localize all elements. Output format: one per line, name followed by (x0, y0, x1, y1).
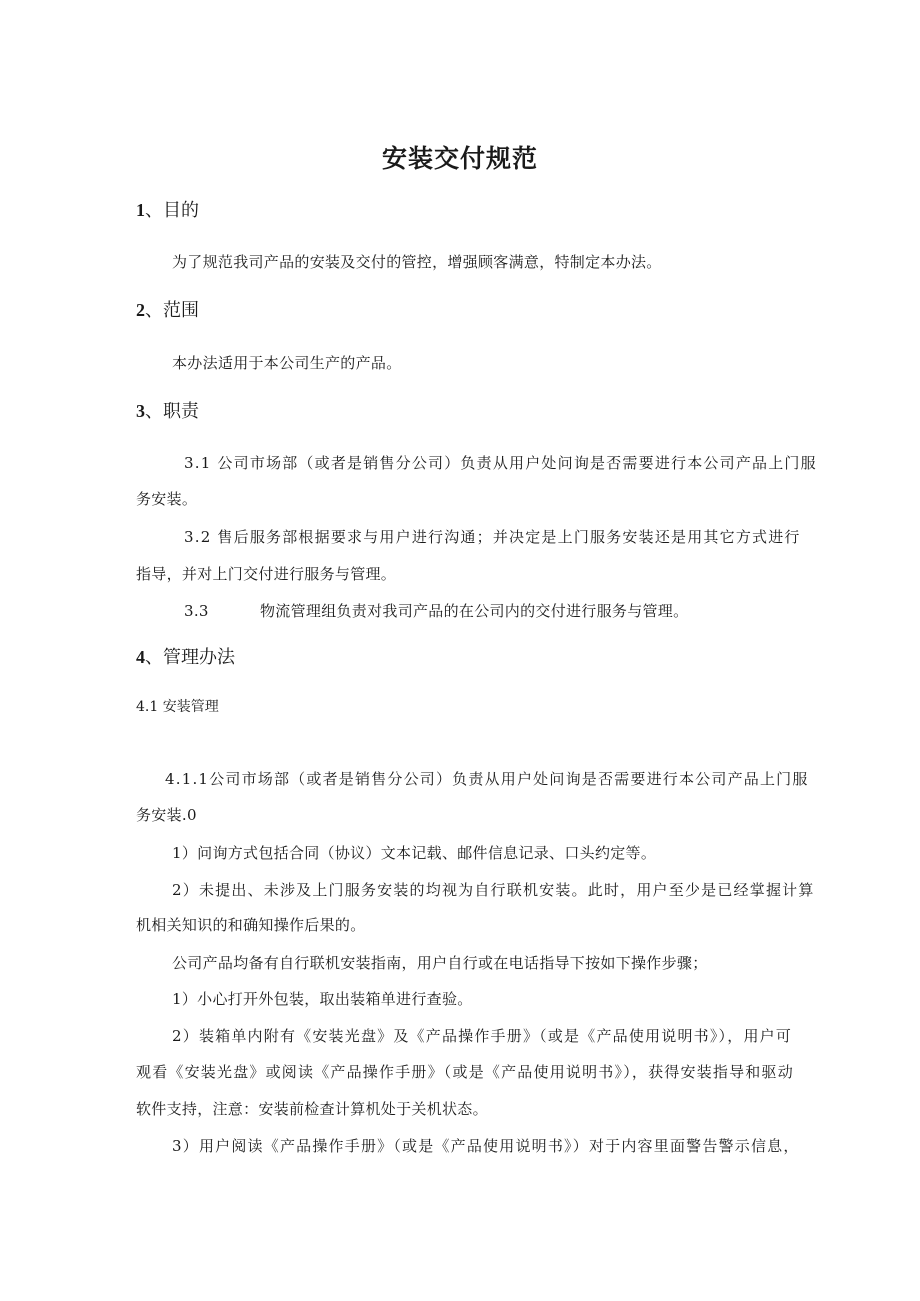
section-separator: 、 (145, 300, 163, 321)
step-2-line-3: 软件支持，注意：安装前检查计算机处于关机状态。 (136, 1100, 488, 1118)
section-heading-management (136, 648, 235, 667)
section-number: 1 (136, 200, 145, 220)
section-label: 范围 (163, 300, 199, 321)
step-1-item: 1）小心打开外包装，取出装箱单进行查验。 (172, 990, 473, 1008)
section-number: 4 (136, 647, 145, 667)
responsibility-3-2-line-1: 3.2 售后服务部根据要求与用户进行沟通；并决定是上门服务安装还是用其它方式进行 (184, 528, 801, 546)
clause-4-1-1-line-1: 4.1.1公司市场部（或者是销售分公司）负责从用户处问询是否需要进行本公司产品上门服 (165, 770, 809, 788)
scope-paragraph: 本办法适用于本公司生产的产品。 (172, 354, 402, 372)
subsection-4-1-heading: 4.1 安装管理 (136, 699, 219, 715)
responsibility-3-2-line-2: 指导，并对上门交付进行服务与管理。 (136, 565, 397, 583)
responsibility-3-1-line-1: 3.1 公司市场部（或者是销售分公司）负责从用户处问询是否需要进行本公司产品上门服 (184, 454, 817, 472)
section-label: 管理办法 (163, 647, 235, 668)
install-guide-paragraph: 公司产品均备有自行联机安装指南，用户自行或在电话指导下按如下操作步骤； (172, 954, 708, 972)
step-2-line-2: 观看《安装光盘》或阅读《产品操作手册》（或是《产品使用说明书》），获得安装指导和驱动 (136, 1063, 794, 1081)
section-heading-scope (136, 301, 199, 320)
section-separator: 、 (145, 200, 163, 221)
responsibility-3-3-text: 物流管理组负责对我司产品的在公司内的交付进行服务与管理。 (260, 602, 689, 620)
purpose-paragraph: 为了规范我司产品的安装及交付的管控，增强顾客满意，特制定本办法。 (172, 253, 662, 271)
section-separator: 、 (145, 401, 163, 422)
page-title: 安装交付规范 (381, 144, 538, 173)
self-install-item-line-2: 机相关知识的和确知操作后果的。 (136, 916, 366, 934)
step-2-line-1: 2）装箱单内附有《安装光盘》及《产品操作手册》（或是《产品使用说明书》），用户可 (172, 1027, 793, 1045)
inquiry-methods-item: 1）问询方式包括合同（协议）文本记载、邮件信息记录、口头约定等。 (172, 844, 657, 862)
section-label: 目的 (163, 200, 199, 221)
section-label: 职责 (163, 401, 199, 422)
section-number: 3 (136, 401, 145, 421)
self-install-item-line-1: 2）未提出、未涉及上门服务安装的均视为自行联机安装。此时，用户至少是已经掌握计算 (172, 881, 815, 899)
section-number: 2 (136, 300, 145, 320)
clause-4-1-1-line-2: 务安装.0 (136, 806, 197, 824)
section-separator: 、 (145, 647, 163, 668)
responsibility-3-3-number: 3.3 (184, 602, 209, 620)
responsibility-3-1-line-2: 务安装。 (136, 490, 198, 508)
step-3-line-1: 3）用户阅读《产品操作手册》（或是《产品使用说明书》）对于内容里面警告警示信息， (172, 1137, 800, 1155)
section-heading-responsibilities (136, 402, 199, 421)
section-heading-purpose (136, 201, 199, 220)
